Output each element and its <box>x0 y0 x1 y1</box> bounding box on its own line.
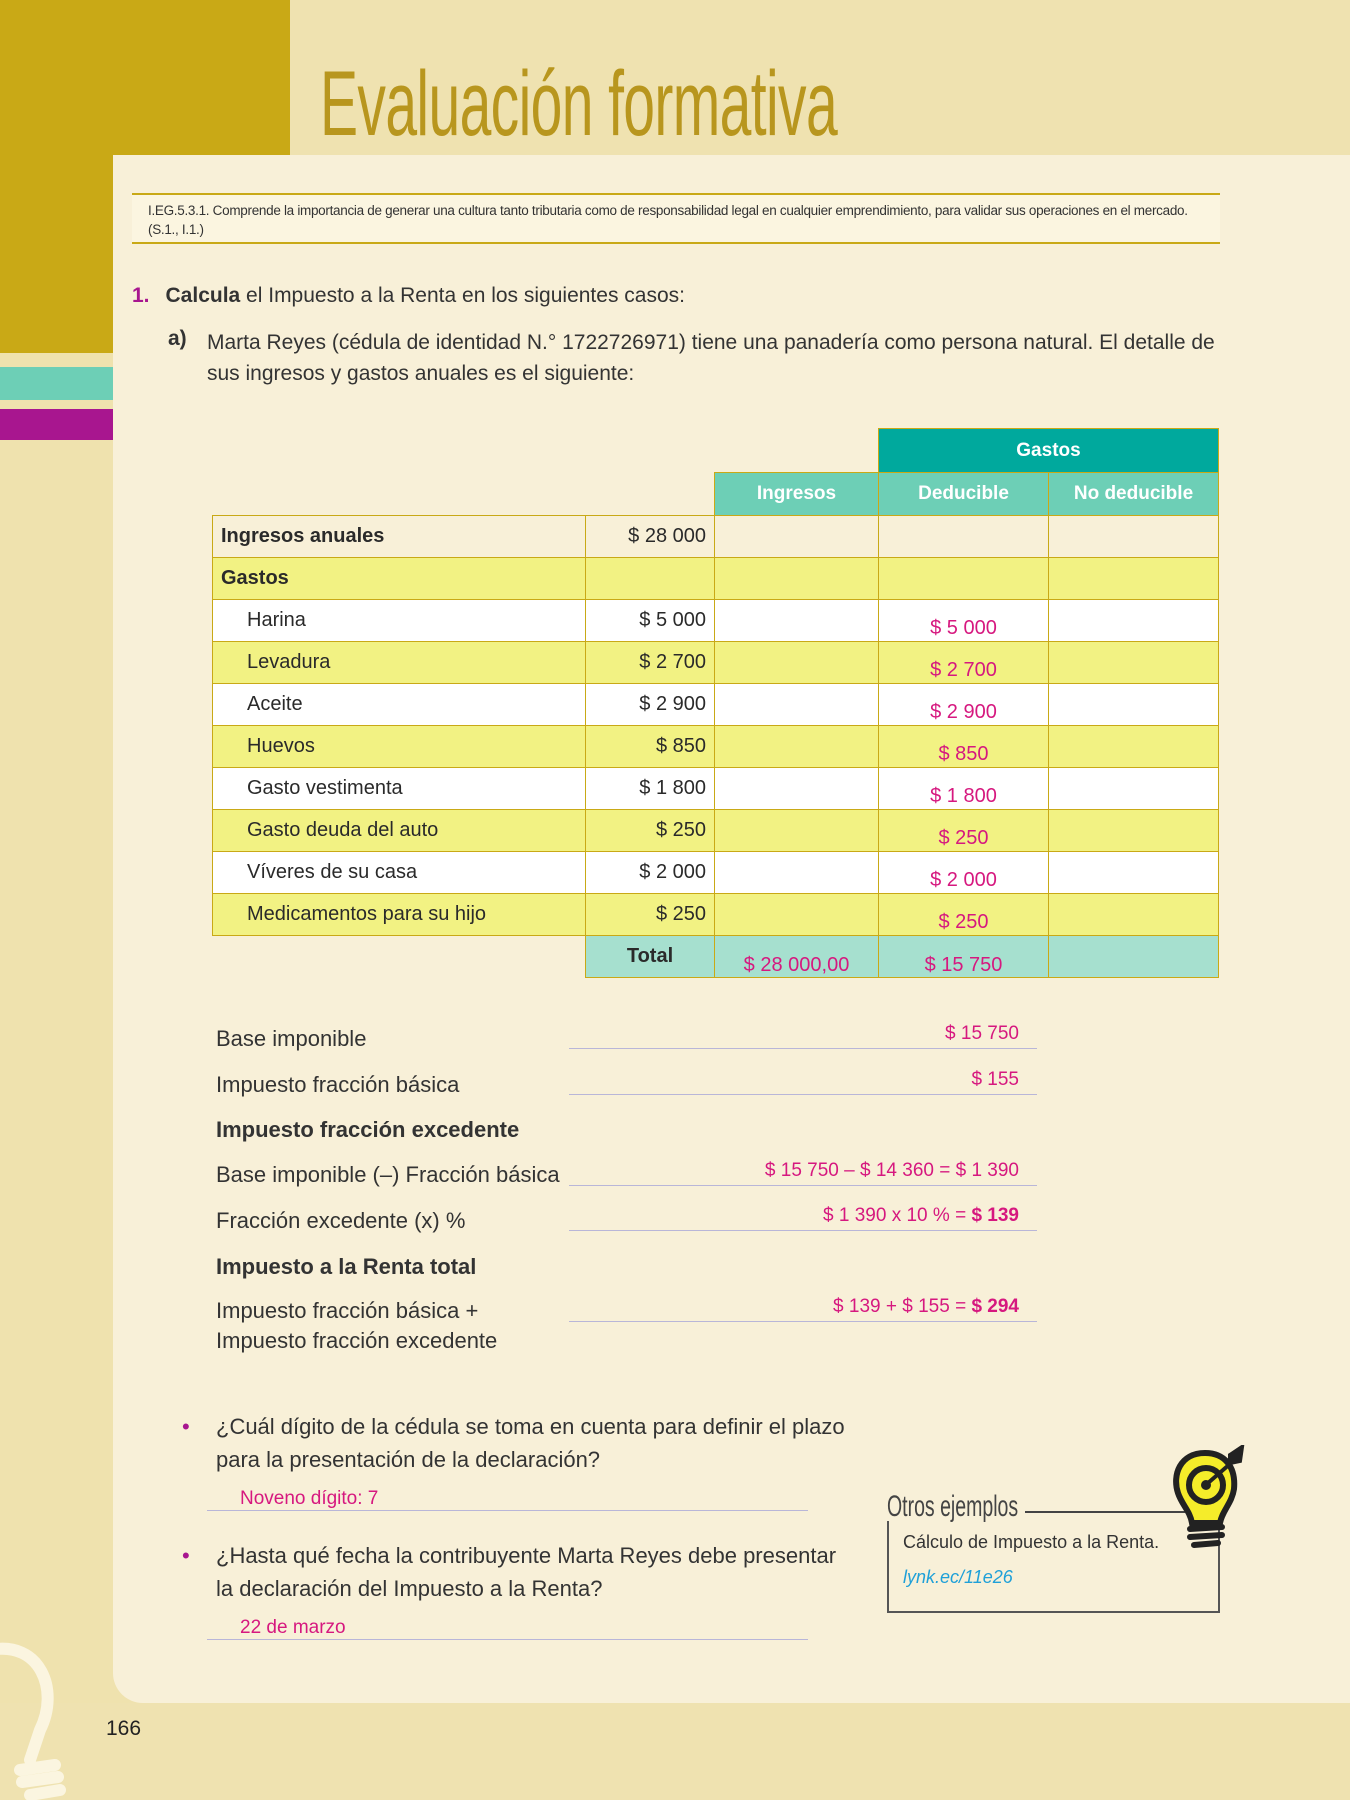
row-value: $ 1 800 <box>586 768 715 810</box>
no-deducible-cell <box>1049 810 1219 852</box>
row-label: Aceite <box>213 684 586 726</box>
lightbulb-target-icon <box>1170 1445 1250 1560</box>
sidebox-rule <box>1025 1511 1185 1513</box>
no-deducible-cell <box>1049 516 1219 558</box>
question-text: el Impuesto a la Renta en los siguientes casos: <box>240 284 685 307</box>
no-deducible-header: No deducible <box>1048 472 1219 516</box>
answer-1: Noveno dígito: 7 <box>207 1488 808 1511</box>
table-row <box>213 726 1219 768</box>
row-value: $ 2 000 <box>586 852 715 894</box>
no-deducible-cell <box>1049 894 1219 936</box>
row-label: Medicamentos para su hijo <box>213 894 586 936</box>
learning-standard: I.EG.5.3.1. Comprende la importancia de generar una cultura tanto tributaria como de responsabilidad legal en cualquier emprendimiento, para validar sus operaciones en el mercado. (S.1., I.1.) <box>132 193 1220 244</box>
deducible-cell: $ 850 <box>879 726 1049 768</box>
ingresos-cell <box>715 726 879 768</box>
row-value: $ 2 900 <box>586 684 715 726</box>
table-row <box>213 684 1219 726</box>
page-title: Evaluación formativa <box>320 53 838 155</box>
question-1 <box>132 284 685 308</box>
ingresos-cell <box>715 768 879 810</box>
sum-value <box>569 1296 1037 1322</box>
ingresos-cell <box>715 516 879 558</box>
row-value: $ 2 700 <box>586 642 715 684</box>
deducible-cell: $ 2 700 <box>879 642 1049 684</box>
deducible-cell: $ 250 <box>879 810 1049 852</box>
row-label: Gastos <box>213 558 586 600</box>
ingresos-cell <box>715 684 879 726</box>
bullet-question-2: • ¿Hasta qué fecha la contribuyente Marta Reyes debe presentar la declaración del Impuesto a la Renta? <box>216 1539 846 1605</box>
ingresos-header: Ingresos <box>714 472 879 516</box>
row-value: $ 28 000 <box>586 516 715 558</box>
row-label: Huevos <box>213 726 586 768</box>
row-value: $ 250 <box>586 894 715 936</box>
row-label: Ingresos anuales <box>213 516 586 558</box>
row-label: Gasto vestimenta <box>213 768 586 810</box>
table-row <box>213 894 1219 936</box>
no-deducible-cell <box>1049 852 1219 894</box>
basica-value: $ 155 <box>569 1069 1037 1095</box>
gastos-header: Gastos <box>878 428 1219 473</box>
row-label: Gasto deuda del auto <box>213 810 586 852</box>
base-value: $ 15 750 <box>569 1023 1037 1049</box>
row-value <box>586 558 715 600</box>
no-deducible-cell <box>1049 642 1219 684</box>
teal-tab <box>0 367 113 400</box>
income-expense-table <box>212 515 1219 978</box>
pct-value <box>569 1205 1037 1231</box>
question-verb: Calcula <box>165 284 241 307</box>
base-label: Base imponible <box>216 1026 367 1051</box>
row-value: $ 850 <box>586 726 715 768</box>
question-number: 1. <box>132 284 150 307</box>
deducible-cell: $ 2 000 <box>879 852 1049 894</box>
sidebox-title: Otros ejemplos <box>887 1490 1019 1523</box>
table-row <box>213 852 1219 894</box>
table-row <box>213 810 1219 852</box>
ingresos-cell <box>715 852 879 894</box>
total-ingresos: $ 28 000,00 <box>715 936 879 978</box>
row-label: Víveres de su casa <box>213 852 586 894</box>
answer-2: 22 de marzo <box>207 1617 808 1640</box>
lightbulb-watermark-icon <box>0 1630 90 1800</box>
pct-expression: $ 1 390 x 10 % = <box>823 1205 972 1226</box>
excedente-heading: Impuesto fracción excedente <box>216 1117 520 1142</box>
sum-result: $ 294 <box>971 1296 1019 1317</box>
deducible-cell: $ 250 <box>879 894 1049 936</box>
sidebox-text: Cálculo de Impuesto a la Renta. <box>903 1532 1160 1552</box>
basica-label: Impuesto fracción básica <box>216 1072 460 1097</box>
deducible-cell: $ 5 000 <box>879 600 1049 642</box>
total-no-deducible <box>1049 936 1219 978</box>
page-number: 166 <box>106 1717 142 1740</box>
no-deducible-cell <box>1049 768 1219 810</box>
sum-label-1: Impuesto fracción básica + <box>216 1298 479 1323</box>
pct-result: $ 139 <box>971 1205 1019 1226</box>
ingresos-cell <box>715 810 879 852</box>
table-row <box>213 600 1219 642</box>
table-row <box>213 768 1219 810</box>
deducible-cell: $ 1 800 <box>879 768 1049 810</box>
no-deducible-cell <box>1049 558 1219 600</box>
footer-band <box>0 1703 1350 1800</box>
no-deducible-cell <box>1049 600 1219 642</box>
sum-label-2: Impuesto fracción excedente <box>216 1328 498 1353</box>
total-deducible: $ 15 750 <box>879 936 1049 978</box>
no-deducible-cell <box>1049 726 1219 768</box>
sidebox-link[interactable]: lynk.ec/11e26 <box>903 1567 1013 1587</box>
table-row <box>213 558 1219 600</box>
deducible-cell <box>879 516 1049 558</box>
deducible-header: Deducible <box>878 472 1049 516</box>
resta-value: $ 15 750 – $ 14 360 = $ 1 390 <box>569 1160 1037 1186</box>
no-deducible-cell <box>1049 684 1219 726</box>
ingresos-cell <box>715 642 879 684</box>
magenta-tab <box>0 409 113 440</box>
ingresos-cell <box>715 558 879 600</box>
subquestion-text: Marta Reyes (cédula de identidad N.° 1722726971) tiene una panadería como persona natural. El detalle de sus ingresos y gastos anuales es el siguiente: <box>207 331 1215 385</box>
deducible-cell: $ 2 900 <box>879 684 1049 726</box>
row-value: $ 250 <box>586 810 715 852</box>
bullet-question-1: • ¿Cuál dígito de la cédula se toma en cuenta para definir el plazo para la presentación de la declaración? <box>216 1410 846 1476</box>
ingresos-cell <box>715 894 879 936</box>
row-label: Harina <box>213 600 586 642</box>
subquestion-label: a) <box>168 327 187 350</box>
total-label: Total <box>586 936 715 978</box>
total-row <box>213 936 1219 978</box>
ingresos-cell <box>715 600 879 642</box>
table-row <box>213 642 1219 684</box>
table-row <box>213 516 1219 558</box>
row-value: $ 5 000 <box>586 600 715 642</box>
pct-label: Fracción excedente (x) % <box>216 1208 466 1233</box>
deducible-cell <box>879 558 1049 600</box>
sum-expression: $ 139 + $ 155 = <box>833 1296 972 1317</box>
total-heading: Impuesto a la Renta total <box>216 1254 477 1279</box>
resta-label: Base imponible (–) Fracción básica <box>216 1162 560 1187</box>
row-label: Levadura <box>213 642 586 684</box>
